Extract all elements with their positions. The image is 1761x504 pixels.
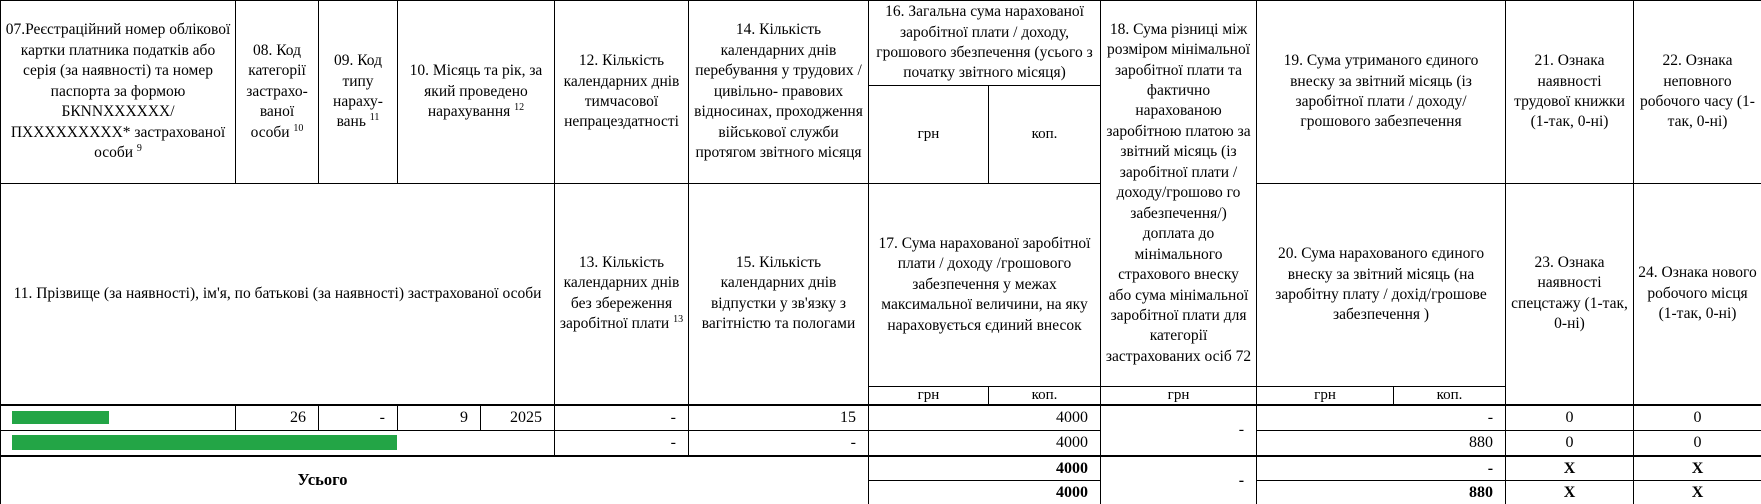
header-22-parttime-flag: 22. Ознака неповного робочого часу (1-так, 0-ні) <box>1634 1 1761 184</box>
header-07-footnote: 9 <box>136 142 142 154</box>
total-18-min-wage-diff: - <box>1101 456 1257 504</box>
cell-23-special-service-flag: 0 <box>1506 431 1634 456</box>
header-13-text: 13. Кількість календарних днів без збереження заробітної плати <box>559 253 680 333</box>
total-16-accrued: 4000 <box>869 456 1101 481</box>
header-18-min-wage-diff: 18. Сума різниці між розміром мінімальної заробітної плати та фактично нарахованою заробітною платою за звітний місяць (із заробітної плати / доходу/грошово го забезпечення/) доплата до мінімального страхового внеску або сума мінімальної заробітної плати для категорії застрахованих осіб 72 <box>1101 1 1257 387</box>
table-row-person-line2 <box>1 431 1761 456</box>
header-07-text: 07.Реєстраційний номер облікової картки платника податків або серія (за наявності) та номер паспорта за формою БКNNХХХХХХ/ ПХХХХХХХХХ* застрахованої особи <box>5 21 231 162</box>
unit-hrn-col16: грн <box>869 86 989 184</box>
header-09-accrual-type <box>319 1 398 184</box>
unit-hrn-col18: грн <box>1101 387 1257 405</box>
header-11-full-name: 11. Прізвище (за наявності), ім'я, по батькові (за наявності) застрахованої особи <box>1 184 555 405</box>
cell-09-accrual-type: - <box>319 405 398 431</box>
cell-22-parttime-flag: 0 <box>1634 405 1761 431</box>
cell-18-min-wage-diff: - <box>1101 405 1257 456</box>
cell-21-workbook-flag: 0 <box>1506 405 1634 431</box>
header-13-unpaid-days <box>555 184 689 405</box>
header-20-accrued-contribution: 20. Сума нарахованого єдиного внеску за звітний місяць (на заробітну плату / дохід/грошове забезпечення ) <box>1257 184 1506 387</box>
header-12-sick-days: 12. Кількість календарних днів тимчасової непрацездатності <box>555 1 689 184</box>
unit-kop-col16: коп. <box>989 86 1101 184</box>
header-17-capped-accrued: 17. Сума нарахованої заробітної плати / доходу /грошового забезпечення у межах максимальної величини, на яку нараховується єдиний внесок <box>869 184 1101 387</box>
cell-08-category-code: 26 <box>236 405 319 431</box>
header-07-tax-number <box>1 1 236 184</box>
total-24-x: X <box>1634 480 1761 504</box>
unit-kop-col17: коп. <box>989 387 1101 405</box>
cell-17-capped-accrued: 4000 <box>869 431 1101 456</box>
cell-10-month: 9 <box>398 405 481 431</box>
total-22-x: X <box>1634 456 1761 481</box>
cell-19-withheld-contribution: - <box>1257 405 1506 431</box>
header-10-footnote: 12 <box>514 102 525 114</box>
header-08-category-code <box>236 1 319 184</box>
header-10-text: 10. Місяць та рік, за який проведено нарахування <box>409 62 543 121</box>
cell-20-accrued-contribution: 880 <box>1257 431 1506 456</box>
header-23-special-service-flag: 23. Ознака наявності спецстажу (1-так, 0-ні) <box>1506 184 1634 405</box>
header-09-text: 09. Код типу нараху-вань <box>333 52 383 131</box>
cell-10-year: 2025 <box>481 405 555 431</box>
cell-13-unpaid-days: - <box>555 431 689 456</box>
cell-24-new-workplace-flag: 0 <box>1634 431 1761 456</box>
header-14-employment-days: 14. Кількість календарних днів перебування у трудових / цивільно- правових відносинах, проходження військової служби протягом звітного місяця <box>689 1 869 184</box>
cell-11-full-name <box>1 431 555 456</box>
unit-hrn-col17: грн <box>869 387 989 405</box>
total-19-withheld: - <box>1257 456 1506 481</box>
header-21-workbook-flag: 21. Ознака наявності трудової книжки (1-так, 0-ні) <box>1506 1 1634 184</box>
cell-14-employment-days: 15 <box>689 405 869 431</box>
header-08-footnote: 10 <box>293 122 304 134</box>
header-16-total-accrued: 16. Загальна сума нарахованої заробітної плати / доходу, грошового збезпечення (усього з початку звітного місяця) <box>869 1 1101 86</box>
redacted-tax-number-bar <box>12 411 109 424</box>
header-10-month-year <box>398 1 555 184</box>
redacted-name-bar <box>12 435 397 450</box>
header-13-footnote: 13 <box>673 314 684 326</box>
header-19-withheld-contribution: 19. Сума утриманого єдиного внеску за звітний місяць (із заробітної плати / доходу/грошового забезпечення <box>1257 1 1506 184</box>
table-row-person-line1 <box>1 405 1761 431</box>
header-09-footnote: 11 <box>369 112 380 124</box>
unit-kop-col20: коп. <box>1394 387 1506 405</box>
header-24-new-workplace-flag: 24. Ознака нового робочого місця (1-так, 0-ні) <box>1634 184 1761 405</box>
total-21-x: X <box>1506 456 1634 481</box>
total-17-capped: 4000 <box>869 480 1101 504</box>
unit-hrn-col20: грн <box>1257 387 1394 405</box>
table-row-totals-line1 <box>1 456 1761 481</box>
total-23-x: X <box>1506 480 1634 504</box>
cell-12-sick-days: - <box>555 405 689 431</box>
header-15-maternity-days: 15. Кількість календарних днів відпустки у зв'язку з вагітністю та пологами <box>689 184 869 405</box>
cell-16-total-accrued: 4000 <box>869 405 1101 431</box>
total-20-accrued-contribution: 880 <box>1257 480 1506 504</box>
cell-07-tax-number <box>1 405 236 431</box>
totals-label: Усього <box>1 456 869 504</box>
header-08-text: 08. Код категорії застрахо-ваної особи <box>246 41 308 141</box>
cell-15-maternity-days: - <box>689 431 869 456</box>
